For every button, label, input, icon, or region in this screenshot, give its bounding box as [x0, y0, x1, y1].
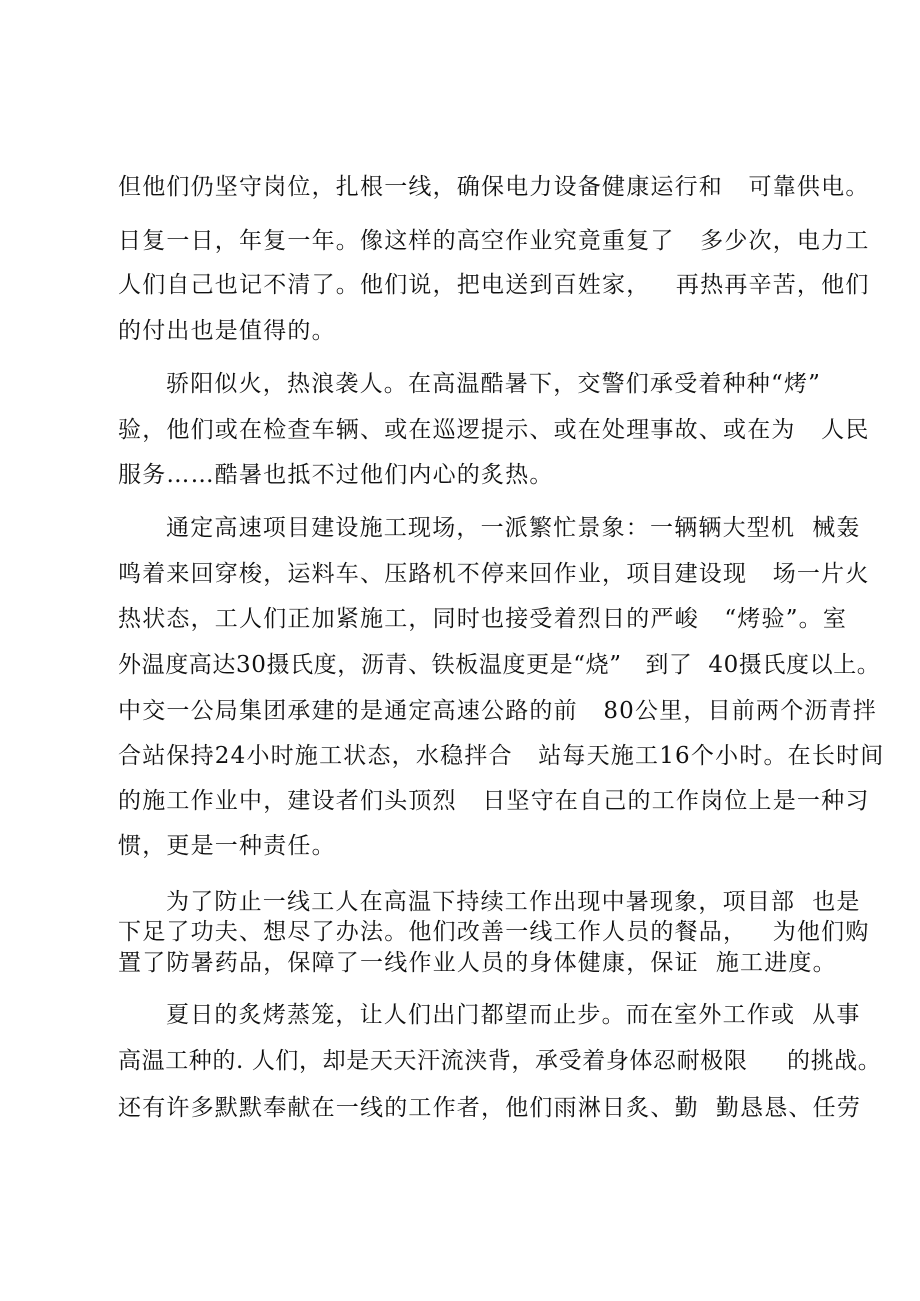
paragraph-3-line-7: 的施工作业中，建设者们头顶烈 日坚守在自己的工作岗位上是一种习 [118, 788, 870, 814]
paragraph-2-line-1: 骄阳似火，热浪袭人。在高温酷暑下，交警们承受着种种“烤” [166, 371, 822, 397]
paragraph-3-line-6: 合站保持24小时施工状态，水稳拌合 站每天施工16个小时。在长时间 [118, 743, 885, 769]
paragraph-5-line-3: 还有许多默默奉献在一线的工作者，他们雨淋日炙、勤 勤恳恳、任劳 [118, 1095, 862, 1121]
paragraph-3-line-2: 鸣着来回穿梭，运料车、压路机不停来回作业，项目建设现 场一片火 [118, 561, 870, 587]
paragraph-2-line-3: 服务……酷暑也抵不过他们内心的炙热。 [118, 462, 554, 488]
paragraph-5-line-1: 夏日的炙烤蒸笼，让人们出门都望而止步。而在室外工作或 从事 [166, 1002, 861, 1028]
paragraph-4-line-1: 为了防止一线工人在高温下持续工作出现中暑现象，项目部 也是 [166, 889, 861, 915]
paragraph-5-line-2: 高温工种的. 人们，却是天天汗流浃背，承受着身体忍耐极限 的挑战。 [118, 1048, 882, 1074]
paragraph-4-line-2: 下足了功夫、想尽了办法。他们改善一线工作人员的餐品， 为他们购 [118, 919, 870, 945]
paragraph-1-line-3: 人们自己也记不清了。他们说，把电送到百姓家， 再热再辛苦，他们 [118, 272, 870, 298]
paragraph-3-line-3: 热状态，工人们正加紧施工，同时也接受着烈日的严峻 “烤验”。室 [118, 606, 848, 632]
paragraph-1-line-2: 日复一日，年复一年。像这样的高空作业究竟重复了 多少次，电力工 [118, 228, 870, 254]
paragraph-1-line-1: 但他们仍坚守岗位，扎根一线，确保电力设备健康运行和 可靠供电。 [118, 174, 870, 200]
paragraph-4-line-3: 置了防暑药品，保障了一线作业人员的身体健康，保证 施工进度。 [118, 950, 837, 976]
paragraph-1-line-4: 的付出也是值得的。 [118, 318, 336, 344]
paragraph-3-line-1: 通定高速项目建设施工现场，一派繁忙景象：一辆辆大型机 械轰 [166, 515, 861, 541]
paragraph-3-line-5: 中交一公局集团承建的是通定高速公路的前 80公里，目前两个沥青拌 [118, 698, 877, 724]
paragraph-3-line-8: 惯，更是一种责任。 [118, 833, 336, 859]
paragraph-2-line-2: 验，他们或在检查车辆、或在巡逻提示、或在处理事故、或在为 人民 [118, 417, 870, 443]
paragraph-3-line-4: 外温度高达30摄氏度，沥青、铁板温度更是“烧” 到了 40摄氏度以上。 [118, 652, 881, 678]
